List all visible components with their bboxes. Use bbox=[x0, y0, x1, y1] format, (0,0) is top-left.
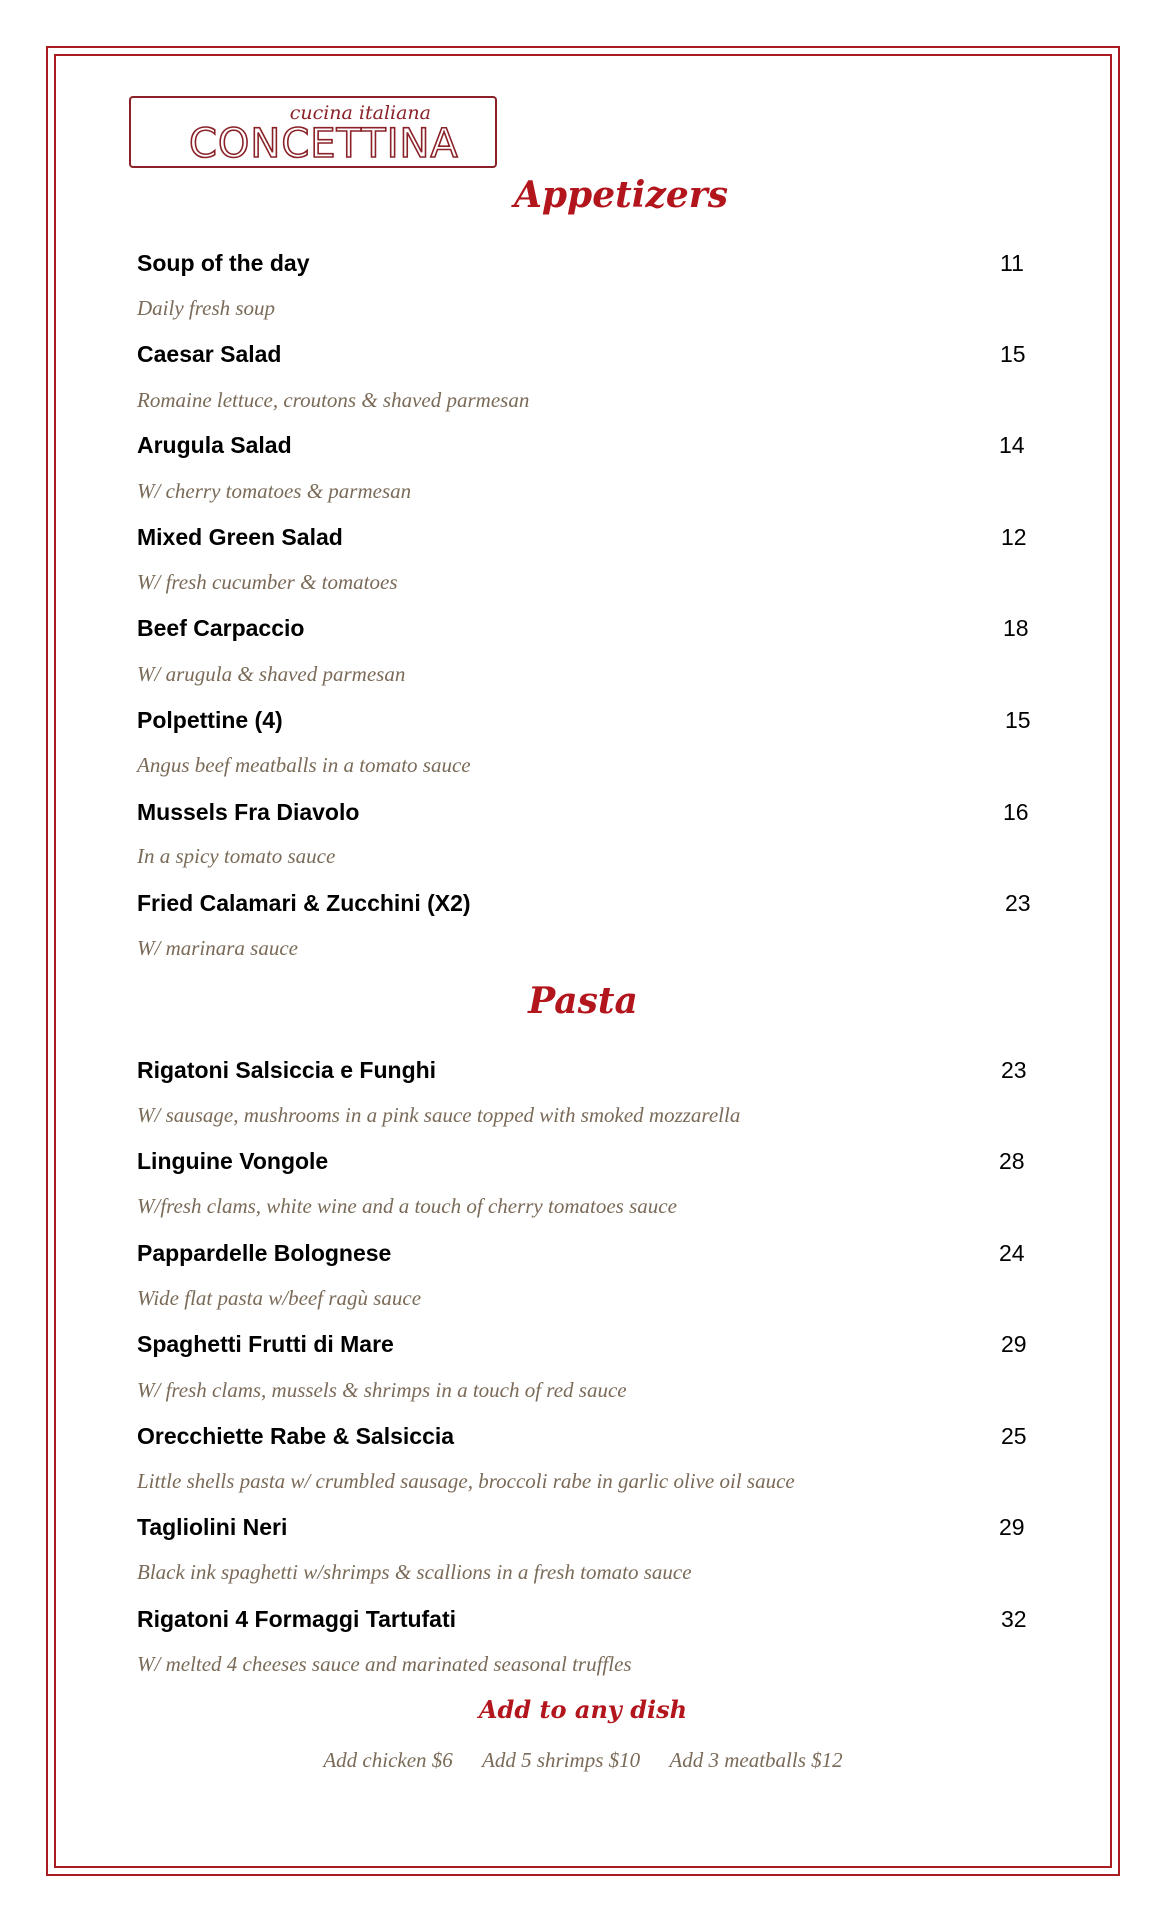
restaurant-logo bbox=[129, 96, 497, 168]
menu-item-description: W/ melted 4 cheeses sauce and marinated seasonal truffles bbox=[137, 1652, 632, 1676]
menu-item-name: Mixed Green Salad bbox=[137, 524, 343, 550]
menu-item-price: 14 bbox=[999, 432, 1025, 458]
menu-item-price: 25 bbox=[1001, 1423, 1027, 1449]
menu-item-price: 24 bbox=[999, 1240, 1025, 1266]
menu-item-price: 29 bbox=[999, 1514, 1025, 1540]
menu-item-name: Orecchiette Rabe & Salsiccia bbox=[137, 1423, 455, 1449]
menu-item-name: Polpettine (4) bbox=[137, 707, 283, 733]
menu-item-price: 29 bbox=[1001, 1331, 1027, 1357]
menu-item-name: Rigatoni Salsiccia e Funghi bbox=[137, 1057, 437, 1083]
menu-item-price: 28 bbox=[999, 1148, 1025, 1174]
appetizers-heading: Appetizers bbox=[513, 174, 729, 216]
menu-item-description: Black ink spaghetti w/shrimps & scallions in a fresh tomato sauce bbox=[137, 1560, 692, 1584]
pasta-heading: Pasta bbox=[528, 980, 638, 1022]
menu-item-name: Fried Calamari & Zucchini (X2) bbox=[137, 890, 471, 916]
menu-item-name: Tagliolini Neri bbox=[137, 1514, 288, 1540]
menu-item-price: 11 bbox=[1000, 250, 1024, 276]
menu-item-price: 15 bbox=[1005, 707, 1031, 733]
addons-list bbox=[0, 1748, 1166, 1773]
menu-item-description: W/ cherry tomatoes & parmesan bbox=[137, 479, 412, 503]
menu-item-description: W/ fresh cucumber & tomatoes bbox=[137, 570, 398, 594]
menu-item-price: 15 bbox=[1000, 341, 1026, 367]
menu-item-description: W/ fresh clams, mussels & shrimps in a touch of red sauce bbox=[137, 1378, 627, 1402]
menu-item-price: 16 bbox=[1003, 799, 1029, 825]
menu-item-name: Arugula Salad bbox=[137, 432, 292, 458]
menu-item-description: Angus beef meatballs in a tomato sauce bbox=[137, 753, 471, 777]
addons-heading: Add to any dish bbox=[478, 1695, 688, 1724]
addon-item: Add 3 meatballs $12 bbox=[669, 1748, 843, 1772]
menu-item-description: Wide flat pasta w/beef ragù sauce bbox=[137, 1286, 422, 1310]
menu-item-name: Mussels Fra Diavolo bbox=[137, 799, 360, 825]
menu-item-description: W/ sausage, mushrooms in a pink sauce topped with smoked mozzarella bbox=[137, 1103, 741, 1127]
menu-item-description: W/ arugula & shaved parmesan bbox=[137, 662, 406, 686]
menu-item-description: Daily fresh soup bbox=[137, 296, 276, 320]
menu-item-name: Pappardelle Bolognese bbox=[137, 1240, 392, 1266]
addon-item: Add chicken $6 bbox=[323, 1748, 453, 1772]
menu-item-description: W/fresh clams, white wine and a touch of cherry tomatoes sauce bbox=[137, 1194, 677, 1218]
menu-item-name: Rigatoni 4 Formaggi Tartufati bbox=[137, 1606, 457, 1632]
menu-item-name: Linguine Vongole bbox=[137, 1148, 329, 1174]
menu-item-description: In a spicy tomato sauce bbox=[137, 844, 336, 868]
menu-item-name: Caesar Salad bbox=[137, 341, 282, 367]
menu-item-description: Romaine lettuce, croutons & shaved parmesan bbox=[137, 388, 530, 412]
menu-item-price: 23 bbox=[1001, 1057, 1027, 1083]
menu-item-name: Spaghetti Frutti di Mare bbox=[137, 1331, 394, 1357]
menu-item-price: 12 bbox=[1001, 524, 1027, 550]
menu-item-name: Soup of the day bbox=[137, 250, 310, 276]
menu-item-price: 23 bbox=[1005, 890, 1031, 916]
menu-item-description: Little shells pasta w/ crumbled sausage, broccoli rabe in garlic olive oil sauce bbox=[137, 1469, 795, 1493]
logo-name: CONCETTINA bbox=[189, 121, 459, 167]
menu-item-description: W/ marinara sauce bbox=[137, 936, 298, 960]
menu-item-name: Beef Carpaccio bbox=[137, 615, 305, 641]
menu-item-price: 18 bbox=[1003, 615, 1029, 641]
menu-item-price: 32 bbox=[1001, 1606, 1027, 1632]
logo-subtitle: cucina italiana bbox=[289, 102, 431, 124]
addon-item: Add 5 shrimps $10 bbox=[482, 1748, 641, 1772]
